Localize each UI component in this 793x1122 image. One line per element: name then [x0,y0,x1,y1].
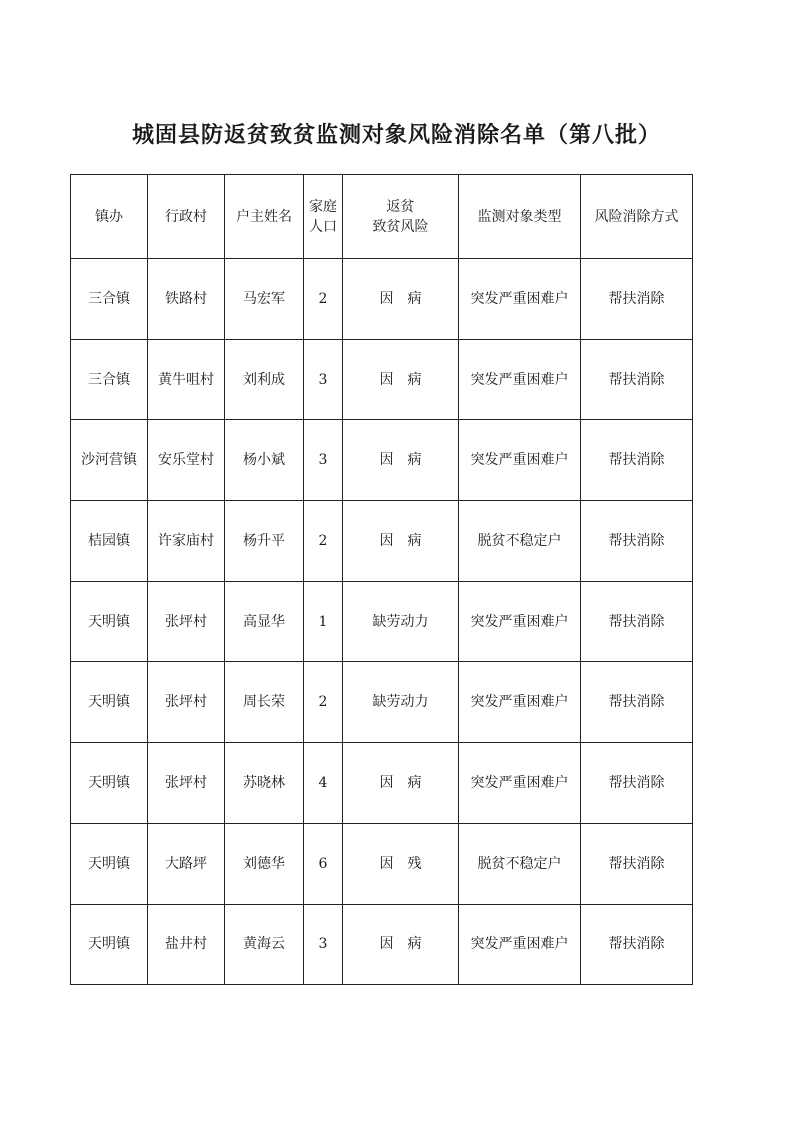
table-row [71,904,693,985]
cell-householder: 周长荣 [225,662,304,743]
cell-risk: 因 病 [343,259,459,340]
cell-family-size: 4 [304,743,343,824]
cell-elimination-method: 帮扶消除 [581,420,693,501]
cell-elimination-method: 帮扶消除 [581,501,693,582]
cell-householder: 杨小斌 [225,420,304,501]
header-risk-line1: 返贫 [386,198,415,215]
cell-elimination-method: 帮扶消除 [581,581,693,662]
cell-monitor-type: 突发严重困难户 [459,662,581,743]
cell-householder: 刘德华 [225,823,304,904]
cell-family-size: 6 [304,823,343,904]
risk-elimination-table [70,174,693,985]
header-householder: 户主姓名 [225,175,304,259]
cell-householder: 杨升平 [225,501,304,582]
cell-town: 三合镇 [71,259,148,340]
table-row [71,501,693,582]
cell-monitor-type: 突发严重困难户 [459,339,581,420]
cell-town: 天明镇 [71,904,148,985]
cell-monitor-type: 突发严重困难户 [459,259,581,340]
cell-village: 黄牛咀村 [148,339,225,420]
cell-householder: 苏晓林 [225,743,304,824]
cell-elimination-method: 帮扶消除 [581,339,693,420]
cell-village: 铁路村 [148,259,225,340]
cell-risk: 因 病 [343,904,459,985]
cell-monitor-type: 突发严重困难户 [459,581,581,662]
header-family-size-line2: 人口 [309,218,337,235]
header-family-size [304,175,343,259]
table-row [71,581,693,662]
cell-village: 张坪村 [148,662,225,743]
cell-family-size: 2 [304,501,343,582]
table-row [71,259,693,340]
cell-family-size: 1 [304,581,343,662]
cell-family-size: 3 [304,904,343,985]
header-elimination-method: 风险消除方式 [581,175,693,259]
cell-family-size: 3 [304,420,343,501]
table-row [71,339,693,420]
cell-risk: 因 残 [343,823,459,904]
cell-village: 安乐堂村 [148,420,225,501]
cell-town: 沙河营镇 [71,420,148,501]
cell-householder: 高显华 [225,581,304,662]
cell-village: 张坪村 [148,581,225,662]
cell-householder: 刘利成 [225,339,304,420]
cell-town: 天明镇 [71,823,148,904]
table-header-row [71,175,693,259]
header-family-size-line1: 家庭 [309,198,337,215]
cell-village: 许家庙村 [148,501,225,582]
header-town: 镇办 [71,175,148,259]
cell-elimination-method: 帮扶消除 [581,259,693,340]
cell-village: 盐井村 [148,904,225,985]
cell-monitor-type: 脱贫不稳定户 [459,823,581,904]
table-row [71,662,693,743]
cell-elimination-method: 帮扶消除 [581,662,693,743]
cell-monitor-type: 突发严重困难户 [459,743,581,824]
cell-risk: 缺劳动力 [343,581,459,662]
cell-town: 天明镇 [71,743,148,824]
cell-monitor-type: 脱贫不稳定户 [459,501,581,582]
header-monitor-type: 监测对象类型 [459,175,581,259]
cell-family-size: 2 [304,259,343,340]
table-row [71,420,693,501]
cell-village: 大路坪 [148,823,225,904]
cell-town: 天明镇 [71,662,148,743]
cell-risk: 因 病 [343,501,459,582]
document-title: 城固县防返贫致贫监测对象风险消除名单（第八批） [131,122,661,148]
cell-householder: 黄海云 [225,904,304,985]
header-risk-line2: 致贫风险 [372,218,429,235]
cell-village: 张坪村 [148,743,225,824]
cell-elimination-method: 帮扶消除 [581,823,693,904]
header-village: 行政村 [148,175,225,259]
cell-town: 三合镇 [71,339,148,420]
cell-elimination-method: 帮扶消除 [581,904,693,985]
cell-family-size: 2 [304,662,343,743]
cell-monitor-type: 突发严重困难户 [459,420,581,501]
cell-risk: 缺劳动力 [343,662,459,743]
cell-elimination-method: 帮扶消除 [581,743,693,824]
cell-family-size: 3 [304,339,343,420]
header-risk [343,175,459,259]
cell-monitor-type: 突发严重困难户 [459,904,581,985]
table-row [71,823,693,904]
cell-risk: 因 病 [343,743,459,824]
cell-risk: 因 病 [343,339,459,420]
cell-town: 天明镇 [71,581,148,662]
cell-risk: 因 病 [343,420,459,501]
cell-town: 桔园镇 [71,501,148,582]
table-row [71,743,693,824]
cell-householder: 马宏军 [225,259,304,340]
